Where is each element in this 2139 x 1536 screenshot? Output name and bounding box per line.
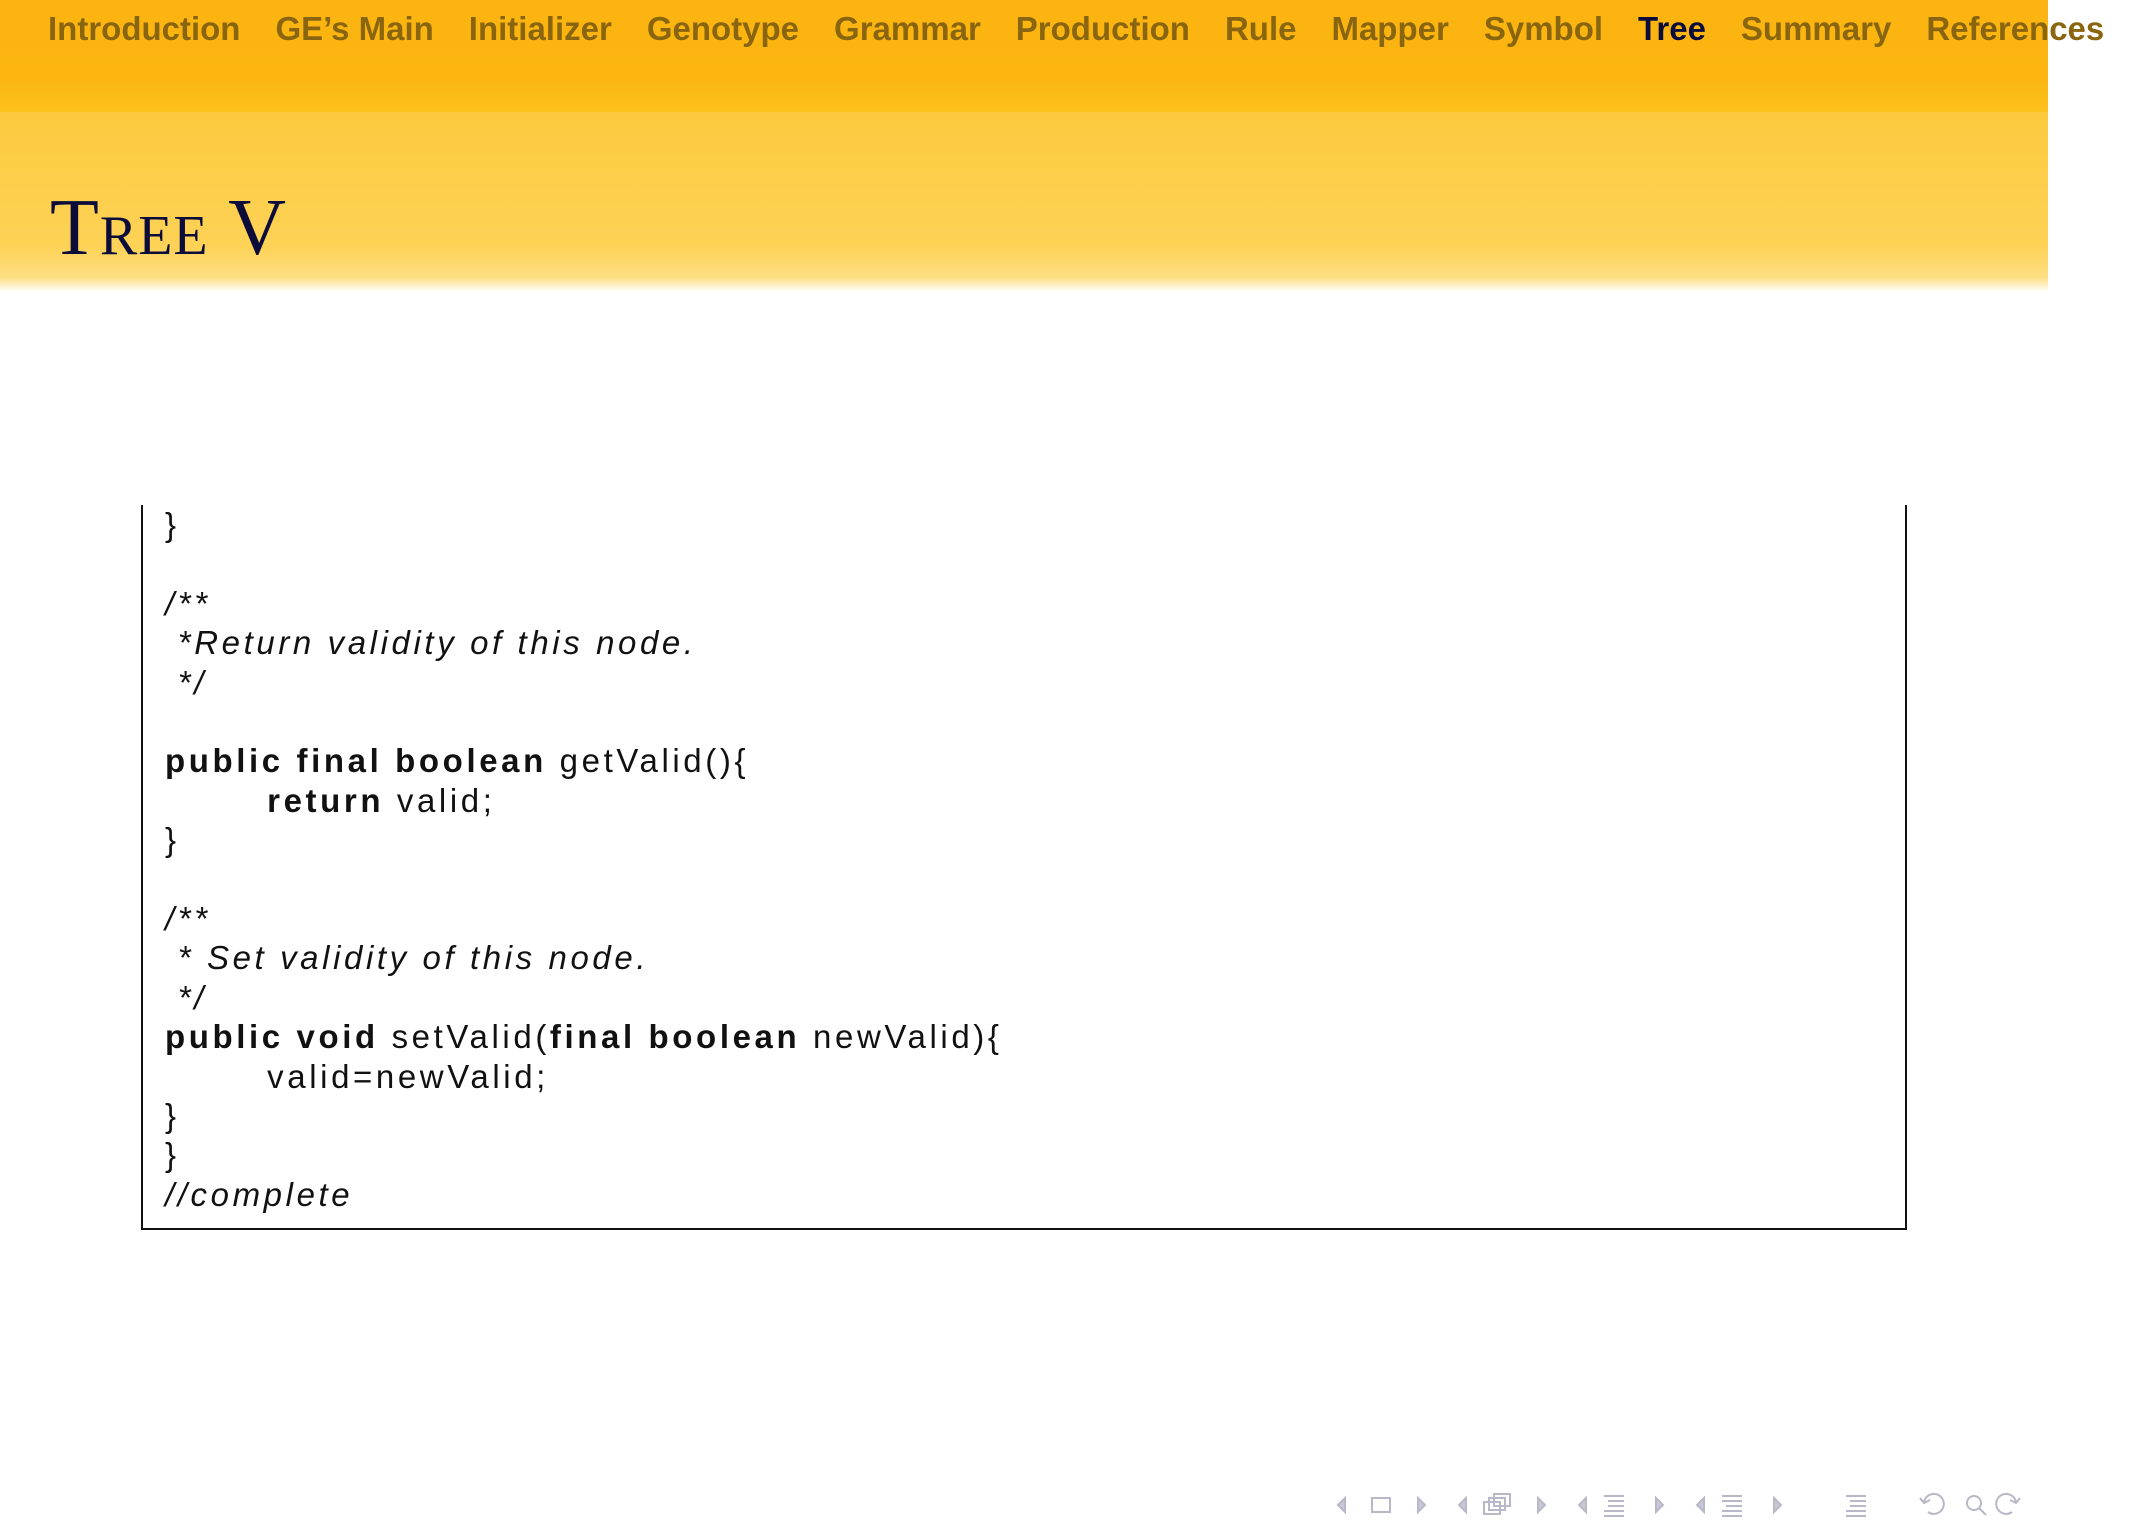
code-comment: /**: [165, 900, 211, 937]
nav-item-ge-s-main[interactable]: GE’s Main: [275, 10, 434, 47]
section-nav-list: [48, 8, 2139, 50]
code-keyword: boolean: [648, 1018, 801, 1056]
subsection-icon[interactable]: [1484, 1494, 1510, 1514]
code-line: [165, 1057, 549, 1097]
arrow-right-icon[interactable]: [1538, 1498, 1545, 1512]
nav-item-references[interactable]: References: [1926, 10, 2105, 47]
search-icon[interactable]: [1967, 1496, 1986, 1515]
code-comment: /**: [165, 584, 211, 622]
nav-item-summary[interactable]: Summary: [1740, 10, 1892, 47]
code-keyword: void: [296, 1018, 379, 1056]
arrow-left-icon[interactable]: [1459, 1498, 1466, 1512]
code-line: [165, 663, 207, 703]
section-navigation-bar: [0, 0, 2105, 112]
document-icon[interactable]: [1722, 1496, 1742, 1516]
arrow-left-icon[interactable]: [1697, 1498, 1704, 1512]
arrow-right-icon[interactable]: [1418, 1498, 1425, 1512]
frame-title-band: [0, 112, 2048, 292]
code-comment: //complete: [165, 1175, 354, 1213]
code-line: [165, 978, 207, 1018]
code-text: }: [165, 1136, 180, 1174]
code-comment: * Set validity of this node.: [165, 939, 650, 977]
toc-icon[interactable]: [1846, 1496, 1866, 1516]
code-text: valid=newValid;: [165, 1057, 549, 1095]
code-keyword: boolean: [395, 742, 547, 780]
arrow-right-icon[interactable]: [1774, 1498, 1781, 1512]
code-comment: */: [165, 978, 207, 1016]
nav-item-tree[interactable]: Tree: [1638, 10, 1706, 47]
beamer-navigation-symbols: [1330, 1488, 2030, 1522]
code-line: [165, 741, 749, 781]
back-icon[interactable]: [1920, 1494, 1944, 1514]
code-text: }: [165, 506, 180, 543]
code-comment: *Return validity of this node.: [165, 624, 697, 662]
code-keyword: final: [549, 1018, 636, 1056]
code-line: [165, 623, 697, 663]
nav-item-mapper[interactable]: Mapper: [1331, 10, 1449, 47]
nav-item-production[interactable]: Production: [1015, 10, 1190, 47]
frame-icon[interactable]: [1372, 1498, 1390, 1512]
code-keyword: public: [165, 742, 284, 780]
code-line: [165, 1175, 353, 1215]
nav-item-introduction[interactable]: Introduction: [48, 10, 241, 47]
code-line: [165, 1135, 180, 1175]
code-text: [284, 1018, 297, 1055]
forward-icon[interactable]: [1996, 1494, 2020, 1514]
nav-item-symbol[interactable]: Symbol: [1483, 10, 1604, 47]
code-listing: [141, 505, 1907, 1230]
code-keyword: return: [267, 781, 385, 819]
arrow-right-icon[interactable]: [1656, 1498, 1663, 1512]
code-line: [165, 938, 649, 978]
code-line: [165, 1096, 180, 1136]
code-text: [165, 782, 267, 819]
code-text: newValid){: [800, 1018, 1003, 1056]
code-keyword: public: [165, 1018, 284, 1056]
code-text: }: [165, 1097, 180, 1134]
arrow-left-icon[interactable]: [1579, 1498, 1586, 1512]
code-text: }: [165, 821, 180, 859]
code-line: [165, 899, 211, 939]
nav-item-grammar[interactable]: Grammar: [834, 10, 981, 47]
code-keyword: final: [296, 742, 383, 780]
code-text: [382, 742, 395, 779]
code-line: [165, 584, 211, 624]
frame-title: Tree V: [50, 184, 287, 272]
nav-item-initializer[interactable]: Initializer: [468, 10, 612, 47]
code-line: [165, 1017, 1003, 1057]
arrow-left-icon[interactable]: [1338, 1498, 1345, 1512]
code-text: [284, 742, 297, 779]
code-text: getValid(){: [546, 742, 750, 780]
code-line: [165, 781, 496, 821]
code-line: [165, 820, 180, 860]
code-text: setValid(: [378, 1018, 550, 1056]
code-text: [636, 1018, 649, 1055]
code-text: valid;: [384, 781, 496, 819]
nav-item-rule[interactable]: Rule: [1224, 10, 1297, 47]
code-line: [165, 505, 180, 545]
section-icon[interactable]: [1604, 1496, 1624, 1516]
nav-item-genotype[interactable]: Genotype: [646, 10, 800, 47]
code-comment: */: [165, 663, 207, 701]
